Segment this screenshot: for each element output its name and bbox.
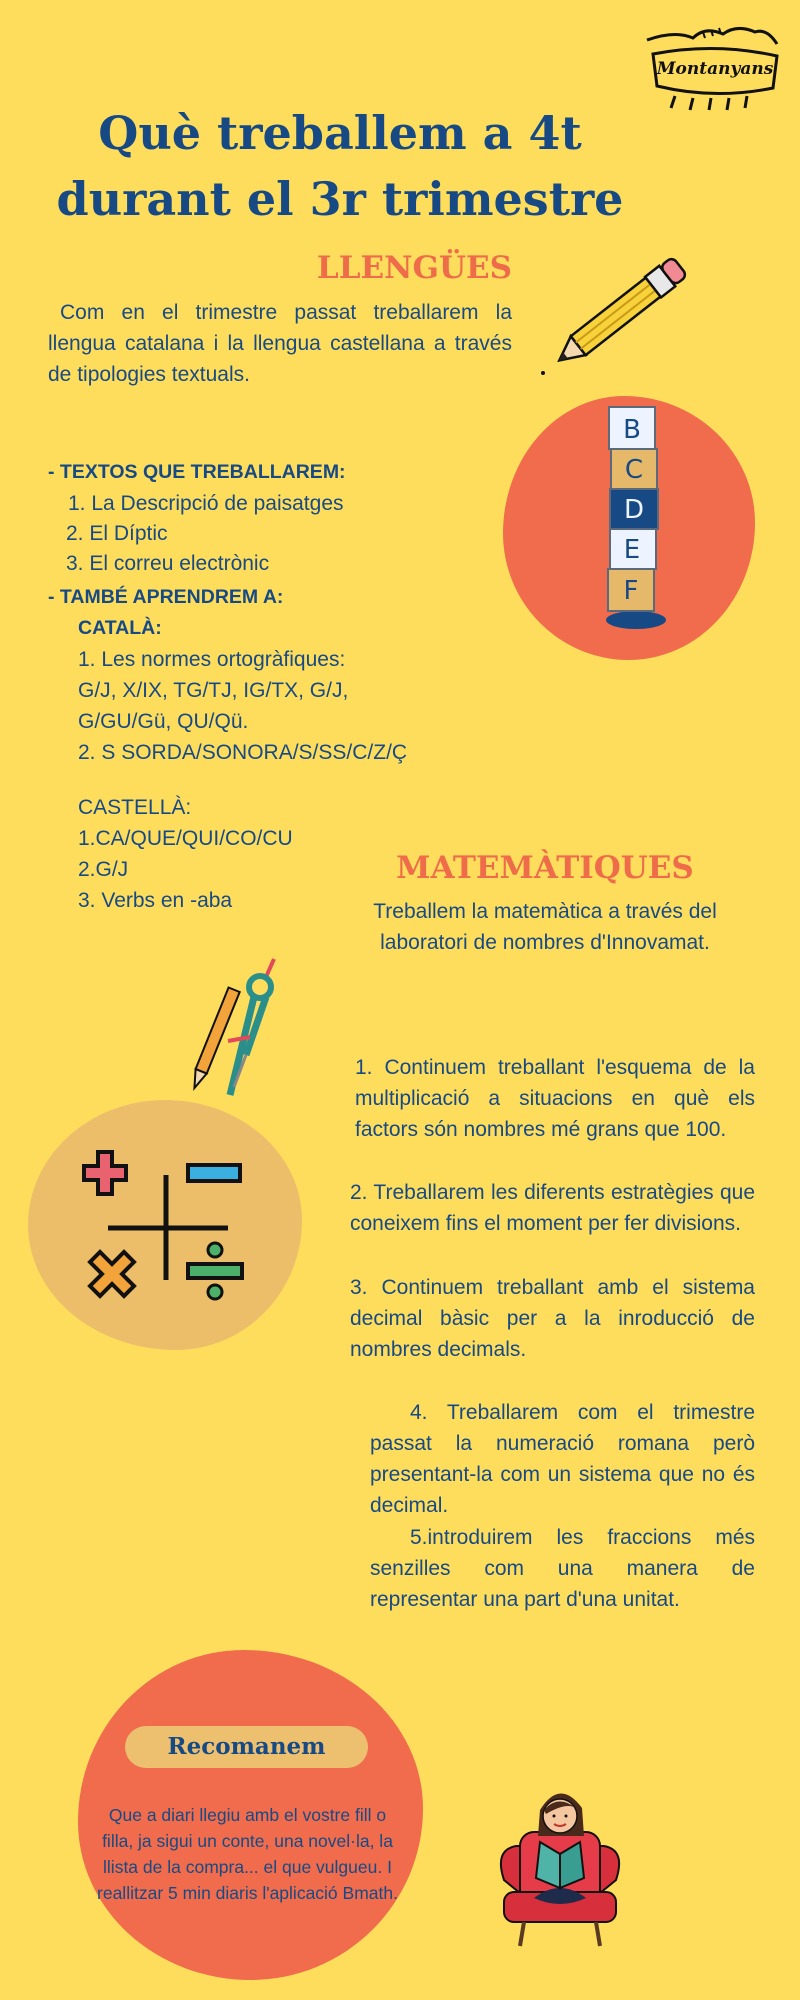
title-line-1: Què treballem a 4t [98, 106, 582, 160]
compass-illustration [188, 955, 288, 1105]
recomanem-text: Que a diari llegiu amb el vostre fill o filla, ja sigui un conte, una novel·la, la llista de la compra... el que vulgueu. I reallitzar 5 min diaris l'aplicació Bmath. [97, 1804, 398, 1903]
catala-block [78, 613, 407, 768]
letter-block-f [608, 569, 654, 611]
plus-icon [84, 1152, 126, 1194]
castella-line: 1.CA/QUE/QUI/CO/CU [78, 827, 293, 850]
matematiques-intro: Treballem la matemàtica a través del laboratori de nombres d'Innovamat. [373, 900, 717, 954]
list-item: 3. El correu electrònic [66, 552, 270, 575]
reading-girl-illustration [490, 1780, 630, 1950]
catala-line: 2. S SORDA/SONORA/S/SS/C/Z/Ç [78, 741, 408, 764]
llengues-heading: LLENGÜES [316, 250, 512, 286]
svg-text:B: B [623, 415, 641, 445]
letter-block-d [610, 489, 658, 529]
textos-heading: - TEXTOS QUE TREBALLAREM: [48, 461, 346, 483]
minus-icon [188, 1165, 240, 1181]
svg-text:F: F [623, 576, 639, 606]
textos-list [66, 488, 344, 579]
catala-line: G/J, X/IX, TG/TJ, IG/TX, G/J, [78, 679, 349, 702]
castella-line: 2.G/J [78, 858, 129, 881]
castella-block [78, 792, 293, 916]
llengues-intro: Com en el trimestre passat treballarem la llengua catalana i la llengua castellana a través de tipologies textuals. [48, 301, 512, 386]
compass-icon [188, 955, 288, 1105]
castella-line: 3. Verbs en -aba [78, 889, 233, 912]
catala-line: 1. Les normes ortogràfiques: [78, 648, 346, 671]
svg-text:C: C [624, 455, 644, 485]
maths-item-1: 1. Continuem treballant l'esquema de la multiplicació a situacions en què els factors són nombres mé grans que 100. [355, 1056, 755, 1141]
mountain-logo-icon [645, 22, 785, 112]
letter-block-c [611, 449, 657, 489]
maths-item-2: 2. Treballarem les diferents estratègies que coneixem fins el moment per fer divisions. [350, 1181, 755, 1235]
letter-blocks [606, 402, 666, 632]
letter-block-e [610, 529, 656, 569]
pencil-icon [535, 245, 705, 380]
letter-block-b [609, 407, 655, 449]
math-symbols [78, 1140, 258, 1320]
matematiques-heading: MATEMÀTIQUES [396, 850, 694, 886]
recomanem-heading: Recomanem [125, 1726, 368, 1768]
castella-heading: CASTELLÀ: [78, 796, 192, 819]
logo [645, 22, 785, 112]
svg-text:D: D [623, 495, 645, 525]
maths-item-5: 5.introduirem les fraccions més senzilles com una manera de representar una part d'una unitat. [370, 1526, 755, 1611]
list-item: 1. La Descripció de paisatges [68, 492, 344, 515]
pencil-illustration [535, 245, 705, 380]
times-icon [90, 1252, 134, 1296]
tambe-heading: - TAMBÉ APRENDREM A: [48, 586, 284, 608]
catala-line: G/GU/Gü, QU/Qü. [78, 710, 249, 733]
svg-text:Montanyans: Montanyans [656, 59, 774, 79]
svg-text:E: E [623, 535, 641, 565]
catala-heading: CATALÀ: [78, 617, 162, 639]
list-item: 2. El Díptic [66, 522, 168, 545]
page-title [40, 100, 640, 232]
reading-girl-icon [490, 1780, 630, 1950]
maths-item-4: 4. Treballarem com el trimestre passat la numeració romana però presentant-la com un sistema que no és decimal. [370, 1401, 755, 1517]
maths-item-3: 3. Continuem treballant amb el sistema decimal bàsic per a la inroducció de nombres decimals. [350, 1276, 755, 1361]
title-line-2: durant el 3r trimestre [56, 172, 624, 226]
divide-icon [188, 1243, 242, 1299]
